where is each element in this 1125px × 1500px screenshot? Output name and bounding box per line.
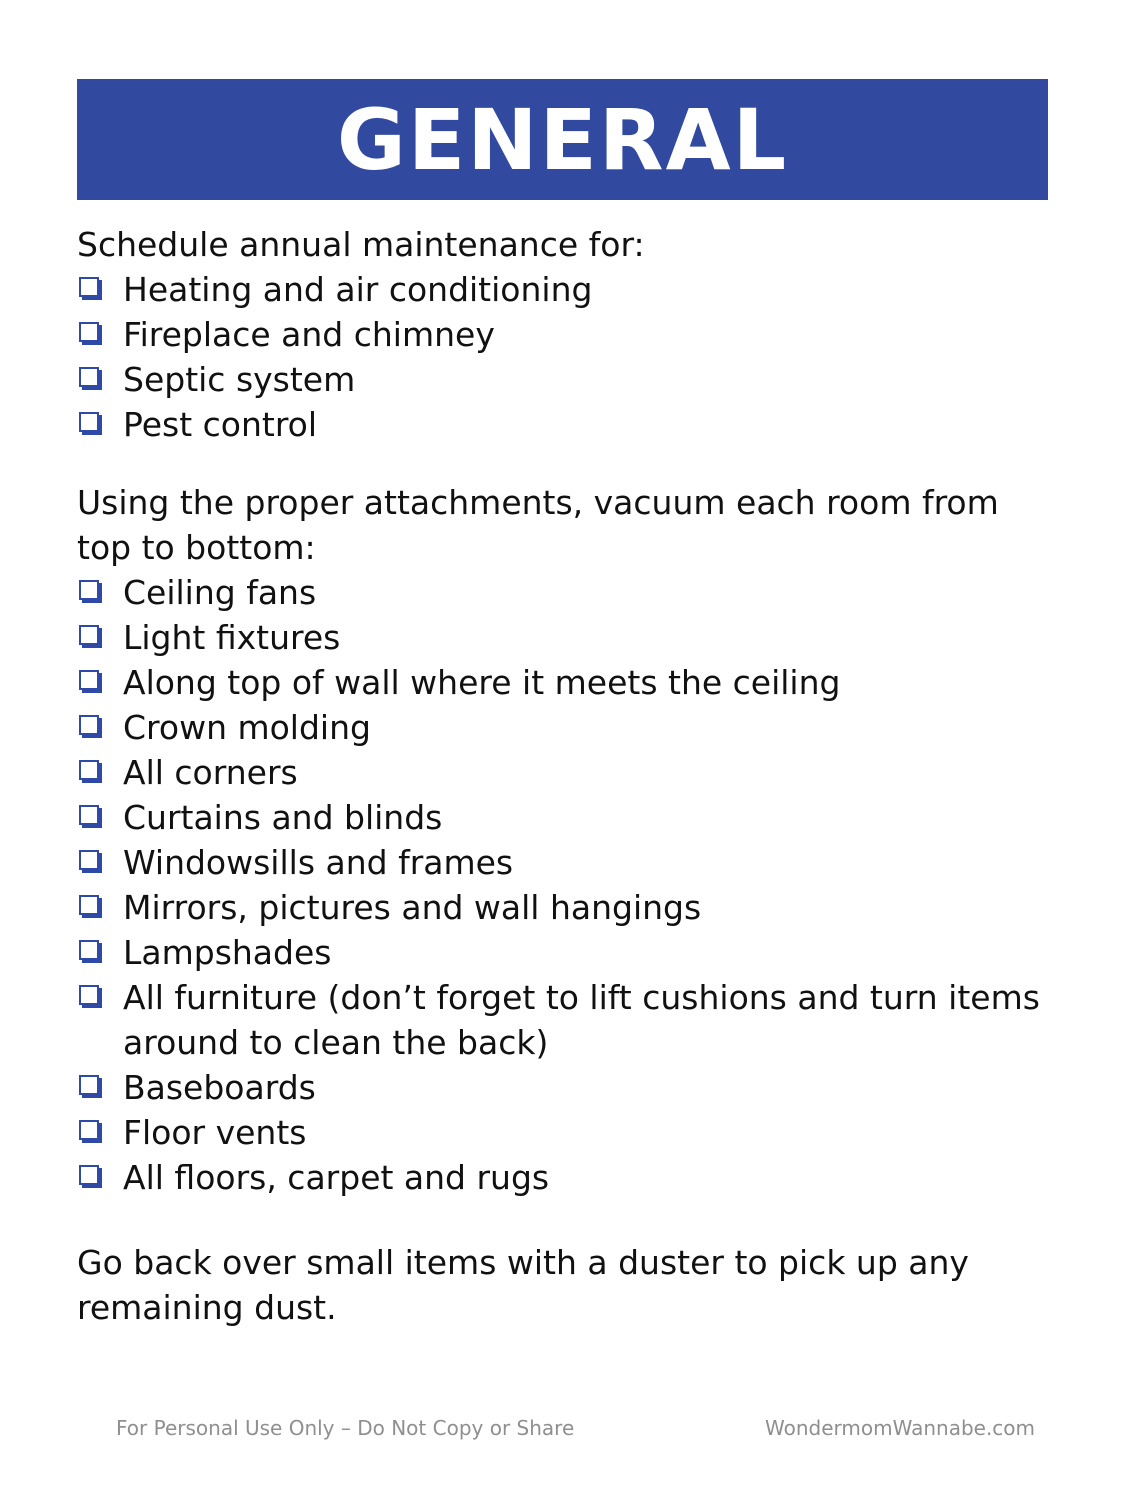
- checklist-item-label: Floor vents: [123, 1113, 307, 1152]
- checkbox-icon[interactable]: [79, 1120, 99, 1140]
- footer-website: WondermomWannabe.com: [765, 1416, 1036, 1440]
- checklist-item: [77, 840, 1057, 885]
- checklist-item: [77, 975, 1057, 1065]
- checklist-item-label: Curtains and blinds: [123, 798, 443, 837]
- checkbox-icon[interactable]: [79, 625, 99, 645]
- checklist-item: [77, 750, 1057, 795]
- checklist-item-label: All corners: [123, 753, 298, 792]
- checklist-item-label: Lampshades: [123, 933, 332, 972]
- checkbox-icon[interactable]: [79, 805, 99, 825]
- checklist-item: [77, 1155, 1057, 1200]
- checkbox-icon[interactable]: [79, 277, 99, 297]
- checklist-item: [77, 570, 1057, 615]
- checkbox-icon[interactable]: [79, 715, 99, 735]
- checklist-item-label: All furniture (don’t forget to lift cushions and turn items around to clean the back): [123, 978, 1040, 1062]
- checklist-item: [77, 930, 1057, 975]
- vacuum-checklist: [77, 570, 1057, 1200]
- checklist-item-label: Along top of wall where it meets the ceiling: [123, 663, 841, 702]
- checklist-content: [77, 222, 1057, 1330]
- maintenance-intro: Schedule annual maintenance for:: [77, 225, 645, 264]
- checklist-item-label: Baseboards: [123, 1068, 316, 1107]
- checklist-item: [77, 267, 1057, 312]
- checkbox-icon[interactable]: [79, 580, 99, 600]
- footer-disclaimer: For Personal Use Only – Do Not Copy or Share: [116, 1416, 575, 1440]
- checklist-item-label: Septic system: [123, 360, 356, 399]
- checklist-item: [77, 402, 1057, 447]
- checklist-item-label: Ceiling fans: [123, 573, 317, 612]
- closing-note: Go back over small items with a duster to pick up any remaining dust.: [77, 1243, 969, 1327]
- checklist-item: [77, 660, 1057, 705]
- checklist-item: [77, 312, 1057, 357]
- checkbox-icon[interactable]: [79, 322, 99, 342]
- checklist-item: [77, 1110, 1057, 1155]
- checkbox-icon[interactable]: [79, 850, 99, 870]
- checklist-item: [77, 1065, 1057, 1110]
- checklist-item-label: Fireplace and chimney: [123, 315, 495, 354]
- checkbox-icon[interactable]: [79, 940, 99, 960]
- checklist-item: [77, 705, 1057, 750]
- checklist-item-label: Windowsills and frames: [123, 843, 514, 882]
- checklist-item-label: Light fixtures: [123, 618, 341, 657]
- checkbox-icon[interactable]: [79, 670, 99, 690]
- page-title: GENERAL: [336, 90, 789, 189]
- checkbox-icon[interactable]: [79, 985, 99, 1005]
- checklist-item-label: Heating and air conditioning: [123, 270, 593, 309]
- checklist-item: [77, 885, 1057, 930]
- checklist-item: [77, 357, 1057, 402]
- checkbox-icon[interactable]: [79, 367, 99, 387]
- vacuum-intro: Using the proper attachments, vacuum each room from top to bottom:: [77, 483, 999, 567]
- title-banner: [77, 79, 1048, 200]
- checklist-item-label: Mirrors, pictures and wall hangings: [123, 888, 702, 927]
- checkbox-icon[interactable]: [79, 1075, 99, 1095]
- checklist-item-label: All floors, carpet and rugs: [123, 1158, 550, 1197]
- checkbox-icon[interactable]: [79, 895, 99, 915]
- section-spacer: [77, 1200, 1057, 1240]
- checkbox-icon[interactable]: [79, 760, 99, 780]
- maintenance-checklist: [77, 267, 1057, 447]
- checklist-item: [77, 615, 1057, 660]
- checklist-item-label: Pest control: [123, 405, 318, 444]
- checklist-item: [77, 795, 1057, 840]
- section-spacer: [77, 447, 1057, 480]
- checkbox-icon[interactable]: [79, 1165, 99, 1185]
- checkbox-icon[interactable]: [79, 412, 99, 432]
- checklist-item-label: Crown molding: [123, 708, 371, 747]
